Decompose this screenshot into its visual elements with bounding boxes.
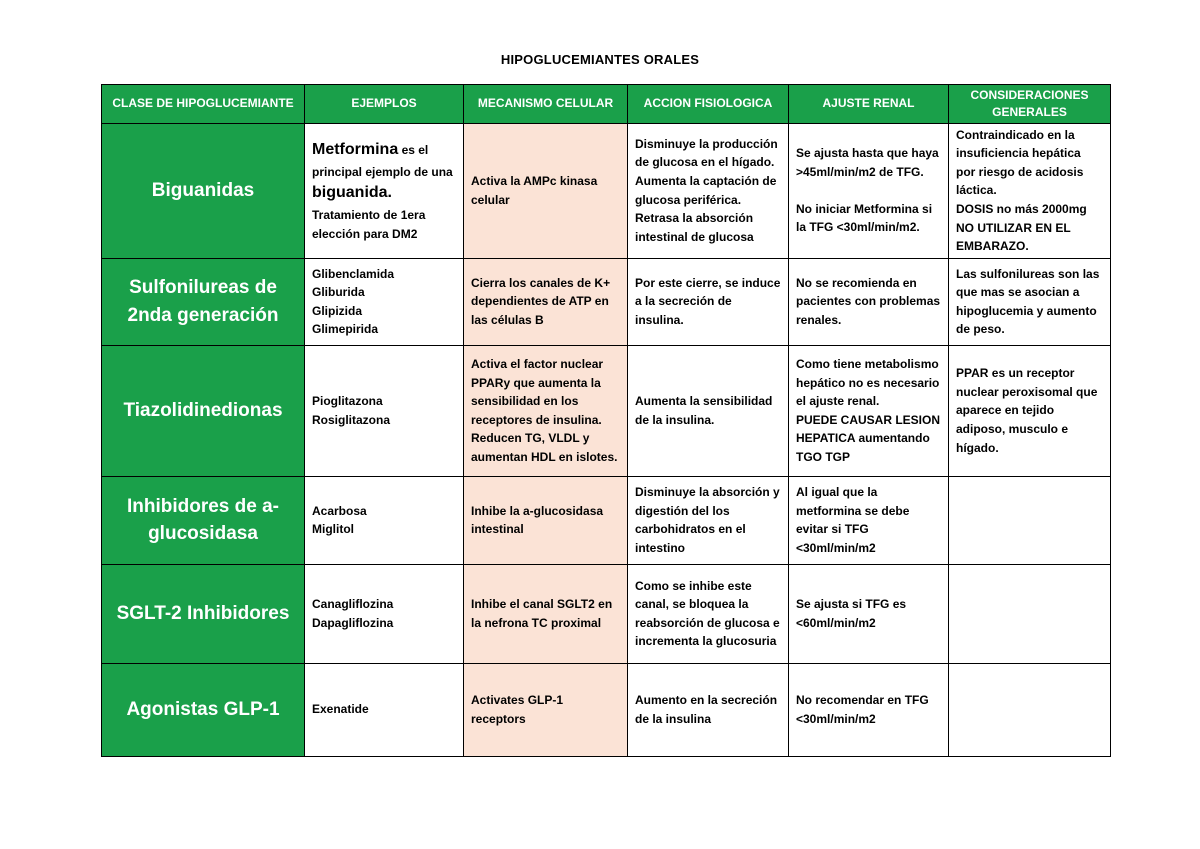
notes-cell [949,476,1111,564]
examples-text-2: Tratamiento de 1era elección para DM2 [312,208,426,241]
renal-cell: No se recomienda en pacientes con problemas renales. [789,258,949,345]
notes-cell: PPAR es un receptor nuclear peroxisomal que aparece en tejido adiposo, musculo e hígado. [949,345,1111,476]
renal-line: Se ajusta hasta que haya >45ml/min/m2 de TFG. [796,146,939,180]
mechanism-cell: Activa el factor nuclear PPARy que aumenta la sensibilidad en los receptores de insulina. Reducen TG, VLDL y aumentan HDL en islotes. [464,345,628,476]
action-cell: Por este cierre, se induce a la secreción de insulina. [628,258,789,345]
example-item: Glimepirida [312,322,379,337]
action-cell: Aumenta la sensibilidad de la insulina. [628,345,789,476]
action-cell: Disminuye la producción de glucosa en el hígado. Aumenta la captación de glucosa periférica. Retrasa la absorción intestinal de glucosa [628,123,789,258]
example-item: Gliburida [312,285,365,300]
table-row [102,345,1111,476]
action-cell: Aumento en la secreción de la insulina [628,663,789,756]
examples-cell: Exenatide [305,663,464,756]
header-consideraciones: CONSIDERACIONES GENERALES [949,85,1111,124]
header-ejemplos: EJEMPLOS [305,85,464,124]
renal-line: No iniciar Metformina si la TFG <30ml/min/m2. [796,201,933,235]
renal-cell: Se ajusta si TFG es <60ml/min/m2 [789,564,949,663]
example-item: Glibenclamida [312,266,395,281]
table-row [102,663,1111,756]
class-cell: Agonistas GLP-1 [102,663,305,756]
class-cell: Tiazolidinedionas [102,345,305,476]
example-item: Acarbosa [312,503,367,518]
examples-cell [305,345,464,476]
header-accion: ACCION FISIOLOGICA [628,85,789,124]
action-cell: Disminuye la absorción y digestión del los carbohidratos en el intestino [628,476,789,564]
examples-cell [305,258,464,345]
action-cell: Como se inhibe este canal, se bloquea la reabsorción de glucosa e incrementa la glucosuria [628,564,789,663]
example-item: Glipizida [312,303,363,318]
header-row [102,85,1111,124]
examples-cell [305,564,464,663]
example-item: Rosiglitazona [312,412,391,427]
mechanism-cell: Cierra los canales de K+ dependientes de ATP en las células B [464,258,628,345]
renal-cell: Al igual que la metformina se debe evitar si TFG <30ml/min/m2 [789,476,949,564]
document-title: HIPOGLUCEMIANTES ORALES [500,52,700,67]
renal-cell [789,123,949,258]
notes-cell [949,663,1111,756]
header-clase: CLASE DE HIPOGLUCEMIANTE [102,85,305,124]
mechanism-cell: Inhibe la a-glucosidasa intestinal [464,476,628,564]
drug-table [101,84,1111,757]
metformina-label: Metformina [312,140,399,158]
notes-cell [949,123,1111,258]
biguanida-label: biguanida. [312,184,392,202]
notes-cell [949,564,1111,663]
example-item: Pioglitazona [312,394,383,409]
mechanism-cell: Inhibe el canal SGLT2 en la nefrona TC proximal [464,564,628,663]
renal-line: Como tiene metabolismo hepático no es necesario el ajuste renal. [796,356,940,409]
table-row [102,258,1111,345]
table-row [102,476,1111,564]
example-item: Miglitol [312,522,354,537]
notes-line: DOSIS no más 2000mg [956,201,1087,216]
mechanism-cell: Activa la AMPc kinasa celular [464,123,628,258]
notes-line: NO UTILIZAR EN EL EMBARAZO. [956,220,1071,254]
examples-text-1: es el principal ejemplo de una [312,142,453,179]
class-cell: Sulfonilureas de 2nda generación [102,258,305,345]
header-ajuste: AJUSTE RENAL [789,85,949,124]
class-cell: Biguanidas [102,123,305,258]
renal-line: PUEDE CAUSAR LESION HEPATICA aumentando TGO TGP [796,412,941,464]
notes-line: Contraindicado en la insuficiencia hepática por riesgo de acidosis láctica. [956,127,1084,198]
table-row [102,123,1111,258]
header-mecanismo: MECANISMO CELULAR [464,85,628,124]
example-item: Dapagliflozina [312,615,394,630]
mechanism-cell: Activates GLP-1 receptors [464,663,628,756]
table-row [102,564,1111,663]
notes-cell: Las sulfonilureas son las que mas se asocian a hipoglucemia y aumento de peso. [949,258,1111,345]
class-cell: Inhibidores de a-glucosidasa [102,476,305,564]
renal-cell [789,345,949,476]
examples-cell [305,476,464,564]
renal-cell: No recomendar en TFG <30ml/min/m2 [789,663,949,756]
examples-cell [305,123,464,258]
class-cell: SGLT-2 Inhibidores [102,564,305,663]
example-item: Canagliflozina [312,597,394,612]
